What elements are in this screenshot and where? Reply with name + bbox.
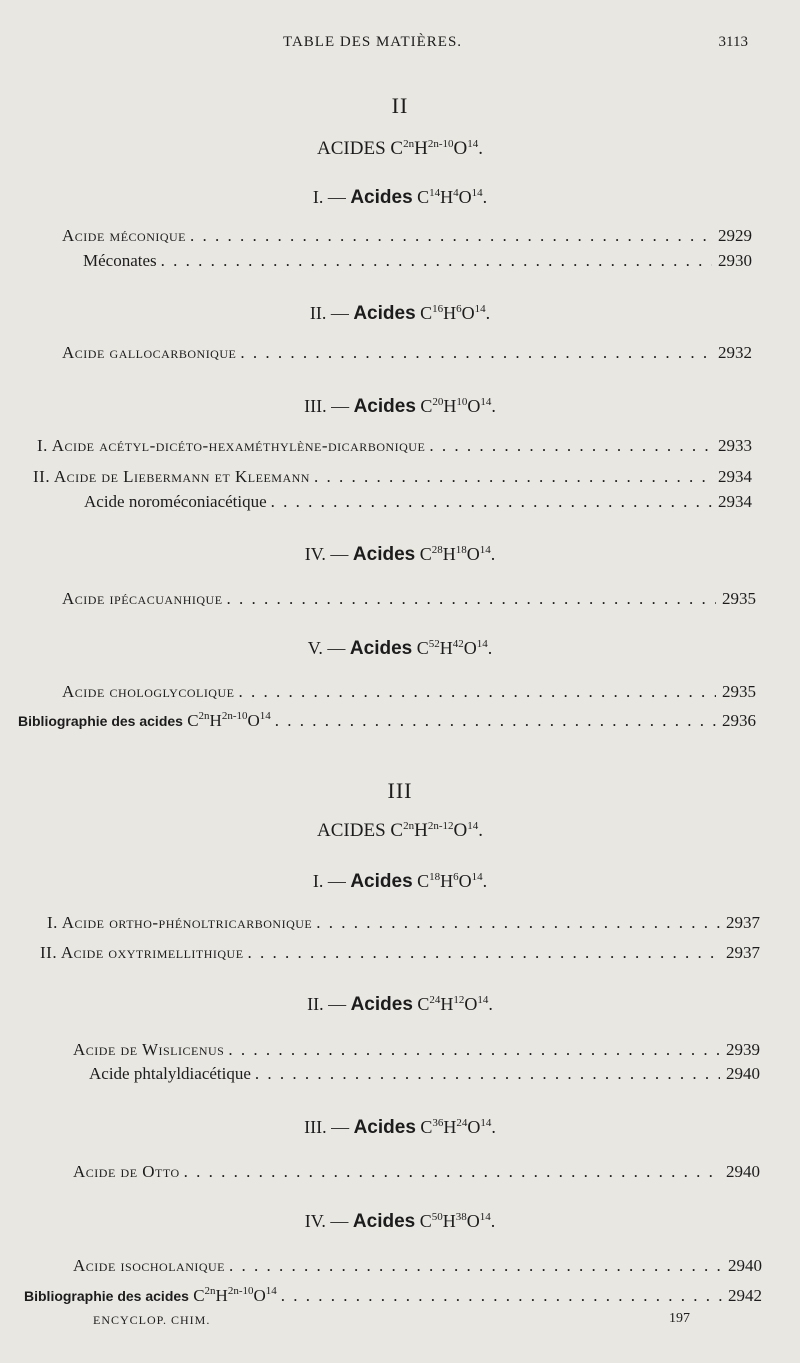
- leader-dots: [227, 589, 716, 609]
- leader-dots: [275, 711, 716, 731]
- toc-entry-page: 2935: [722, 589, 756, 608]
- bibliography-label: Bibliographie des acides $C^{2n}H^{2n-10}O^{14}$: [24, 1285, 277, 1305]
- bibliography-page: 2936: [722, 711, 756, 730]
- leader-dots: [190, 226, 712, 246]
- toc-entry-label: Acide de Otto: [73, 1162, 180, 1181]
- toc-entry[interactable]: [73, 1162, 760, 1186]
- toc-entry-page: 2934: [718, 467, 752, 486]
- leader-dots: [161, 251, 712, 271]
- section-ii-group-4-heading: IV. — Acides $C^{28}H^{18}O^{14}$.: [304, 544, 496, 565]
- footer-signature: ENCYCLOP. CHIM.: [93, 1313, 211, 1327]
- toc-entry-label: Acide isocholanique: [73, 1256, 226, 1275]
- section-iii-group-4-heading: IV. — Acides $C^{50}H^{38}O^{14}$.: [304, 1211, 496, 1232]
- toc-entry-page: 2939: [726, 1040, 760, 1059]
- toc-entry[interactable]: [62, 226, 752, 250]
- running-head-title: TABLE DES MATIÈRES.: [283, 34, 463, 50]
- leader-dots: [238, 682, 716, 702]
- toc-entry[interactable]: [47, 913, 760, 937]
- toc-entry-page: 2934: [718, 492, 752, 511]
- toc-entry-page: 2937: [726, 913, 760, 932]
- toc-entry-label: Méconates: [83, 251, 157, 270]
- running-head: [0, 34, 800, 58]
- running-head-page-number: 3113: [718, 34, 748, 50]
- toc-entry[interactable]: [40, 943, 760, 967]
- section-ii-group-3-heading: III. — Acides $C^{20}H^{10}O^{14}$.: [304, 396, 496, 417]
- toc-entry[interactable]: [73, 1256, 762, 1280]
- toc-entry-page: 2940: [726, 1064, 760, 1083]
- toc-entry-label: Acide méconique: [62, 226, 187, 245]
- footer-sheet-number: 197: [669, 1311, 690, 1326]
- leader-dots: [281, 1286, 722, 1306]
- leader-dots: [228, 1040, 720, 1060]
- toc-entry-page: 2933: [718, 436, 752, 455]
- toc-entry-label: Acide ipécacuanhique: [62, 589, 223, 608]
- bibliography-entry[interactable]: [24, 1285, 762, 1309]
- section-iii-group-1-heading: I. — Acides $C^{18}H^6O^{14}$.: [312, 871, 488, 892]
- toc-entry-label: Acide de Wislicenus: [73, 1040, 225, 1059]
- toc-entry[interactable]: [62, 589, 756, 613]
- toc-entry-page: 2932: [718, 343, 752, 362]
- toc-entry-label: I. Acide ortho-phénoltricarbonique: [47, 913, 313, 932]
- leader-dots: [314, 467, 712, 487]
- toc-entry[interactable]: [84, 492, 752, 516]
- section-iii-numeral: III: [387, 778, 413, 803]
- bibliography-label: Bibliographie des acides $C^{2n}H^{2n-10}O^{14}$: [18, 710, 271, 730]
- toc-entry[interactable]: [62, 343, 752, 367]
- toc-entry-page: 2935: [722, 682, 756, 701]
- toc-entry[interactable]: [33, 467, 752, 491]
- bibliography-entry[interactable]: [18, 710, 756, 734]
- toc-entry[interactable]: [62, 682, 756, 706]
- leader-dots: [184, 1162, 720, 1182]
- toc-entry-label: II. Acide de Liebermann et Kleemann: [33, 467, 310, 486]
- leader-dots: [248, 943, 720, 963]
- toc-entry-page: 2937: [726, 943, 760, 962]
- toc-entry[interactable]: [37, 436, 752, 460]
- toc-entry-label: I. Acide acétyl-dicéto-hexaméthylène-dicarbonique: [37, 436, 426, 455]
- section-iii-group-3-heading: III. — Acides $C^{36}H^{24}O^{14}$.: [304, 1117, 496, 1138]
- toc-entry-page: 2940: [728, 1256, 762, 1275]
- toc-entry-page: 2940: [726, 1162, 760, 1181]
- toc-entry[interactable]: [83, 251, 752, 275]
- section-iii-family-heading: ACIDES $C^{2n}H^{2n-12}O^{14}$.: [317, 820, 483, 841]
- section-ii-group-1-heading: I. — Acides $C^{14}H^4O^{14}$.: [312, 187, 488, 208]
- leader-dots: [429, 436, 712, 456]
- bibliography-page: 2942: [728, 1286, 762, 1305]
- section-ii-numeral: II: [391, 93, 409, 118]
- toc-entry-label: Acide gallocarbonique: [62, 343, 237, 362]
- leader-dots: [316, 913, 720, 933]
- toc-entry-label: Acide phtalyldiacétique: [89, 1064, 251, 1083]
- toc-entry-label: Acide chologlycolique: [62, 682, 235, 701]
- toc-entry-page: 2930: [718, 251, 752, 270]
- section-ii-family-heading: ACIDES $C^{2n}H^{2n-10}O^{14}$.: [317, 138, 483, 159]
- section-iii-group-2-heading: II. — Acides $C^{24}H^{12}O^{14}$.: [307, 994, 493, 1015]
- toc-entry[interactable]: [73, 1040, 760, 1064]
- toc-entry-label: Acide noroméconiacétique: [84, 492, 267, 511]
- section-ii-group-2-heading: II. — Acides $C^{16}H^6O^{14}$.: [309, 303, 491, 324]
- toc-entry[interactable]: [89, 1064, 760, 1088]
- leader-dots: [240, 343, 712, 363]
- toc-entry-label: II. Acide oxytrimellithique: [40, 943, 244, 962]
- section-ii-group-5-heading: V. — Acides $C^{52}H^{42}O^{14}$.: [307, 638, 493, 659]
- toc-entry-page: 2929: [718, 226, 752, 245]
- leader-dots: [229, 1256, 722, 1276]
- leader-dots: [271, 492, 712, 512]
- leader-dots: [255, 1064, 720, 1084]
